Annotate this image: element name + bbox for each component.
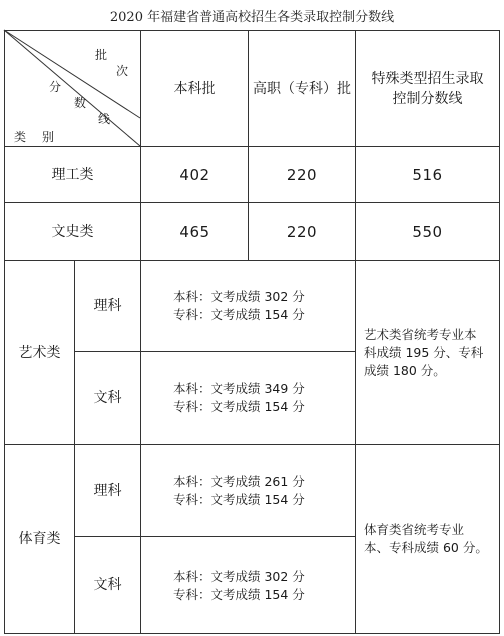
diag-label-lei: 类 — [14, 130, 27, 144]
sports-note-line2: 本、专科成绩 60 分。 — [364, 540, 488, 555]
row-wenshi-label: 文史类 — [51, 223, 94, 240]
row-wenshi-benke: 465 — [179, 222, 210, 241]
arts-wenke-scores — [173, 380, 305, 416]
sports-wenke-label: 文科 — [93, 577, 122, 593]
sports-note — [356, 445, 499, 633]
arts-note-line1: 艺术类省统考专业本 — [364, 326, 477, 342]
diag-label-shu: 数 — [74, 96, 87, 110]
sports-wenke-scores — [173, 568, 305, 604]
sports-like-line2: 专科：文考成绩 154 分 — [173, 492, 305, 507]
arts-note-line3: 成绩 180 分。 — [364, 362, 446, 378]
arts-wenke-line2: 专科：文考成绩 154 分 — [173, 399, 305, 414]
sports-like-scores — [173, 473, 305, 509]
row-ligong-special: 516 — [412, 165, 443, 184]
arts-like-line1: 本科：文考成绩 302 分 — [173, 289, 305, 304]
header-gaozhi: 高职（专科）批 — [253, 80, 351, 97]
diag-label-xian: 线 — [98, 112, 111, 126]
row-wenshi-gaozhi: 220 — [286, 222, 318, 241]
diag-label-pi: 批 — [95, 48, 108, 62]
sports-wenke-line2: 专科：文考成绩 154 分 — [173, 587, 305, 602]
arts-like-scores — [173, 288, 305, 324]
header-special — [356, 31, 499, 146]
sports-label: 体育类 — [18, 531, 61, 547]
sports-like-label: 理科 — [93, 482, 122, 499]
diag-label-bie: 别 — [42, 130, 55, 144]
sports-like-line1: 本科：文考成绩 261 分 — [173, 474, 305, 489]
row-ligong-label: 理工类 — [51, 166, 94, 183]
row-ligong-benke: 402 — [179, 165, 210, 184]
arts-label: 艺术类 — [18, 344, 61, 361]
arts-wenke-label: 文科 — [93, 390, 122, 406]
sports-wenke-line1: 本科：文考成绩 302 分 — [173, 569, 305, 584]
arts-like-label: 理科 — [93, 298, 122, 314]
sports-note-line1: 体育类省统考专业 — [364, 522, 465, 537]
header-benke: 本科批 — [173, 80, 216, 97]
row-ligong-gaozhi: 220 — [286, 165, 318, 184]
page-title: 2020 年福建省普通高校招生各类录取控制分数线 — [109, 10, 395, 25]
arts-wenke-line1: 本科：文考成绩 349 分 — [173, 381, 305, 396]
arts-note-line2: 科成绩 195 分、专科 — [364, 344, 484, 360]
row-wenshi-special: 550 — [412, 222, 443, 241]
diag-label-ci: 次 — [116, 64, 129, 78]
arts-like-line2: 专科：文考成绩 154 分 — [173, 307, 305, 322]
diag-label-fen: 分 — [49, 80, 62, 94]
header-special-line1: 特殊类型招生录取 — [371, 70, 484, 87]
header-special-line2: 控制分数线 — [392, 90, 463, 107]
arts-note — [356, 261, 499, 444]
